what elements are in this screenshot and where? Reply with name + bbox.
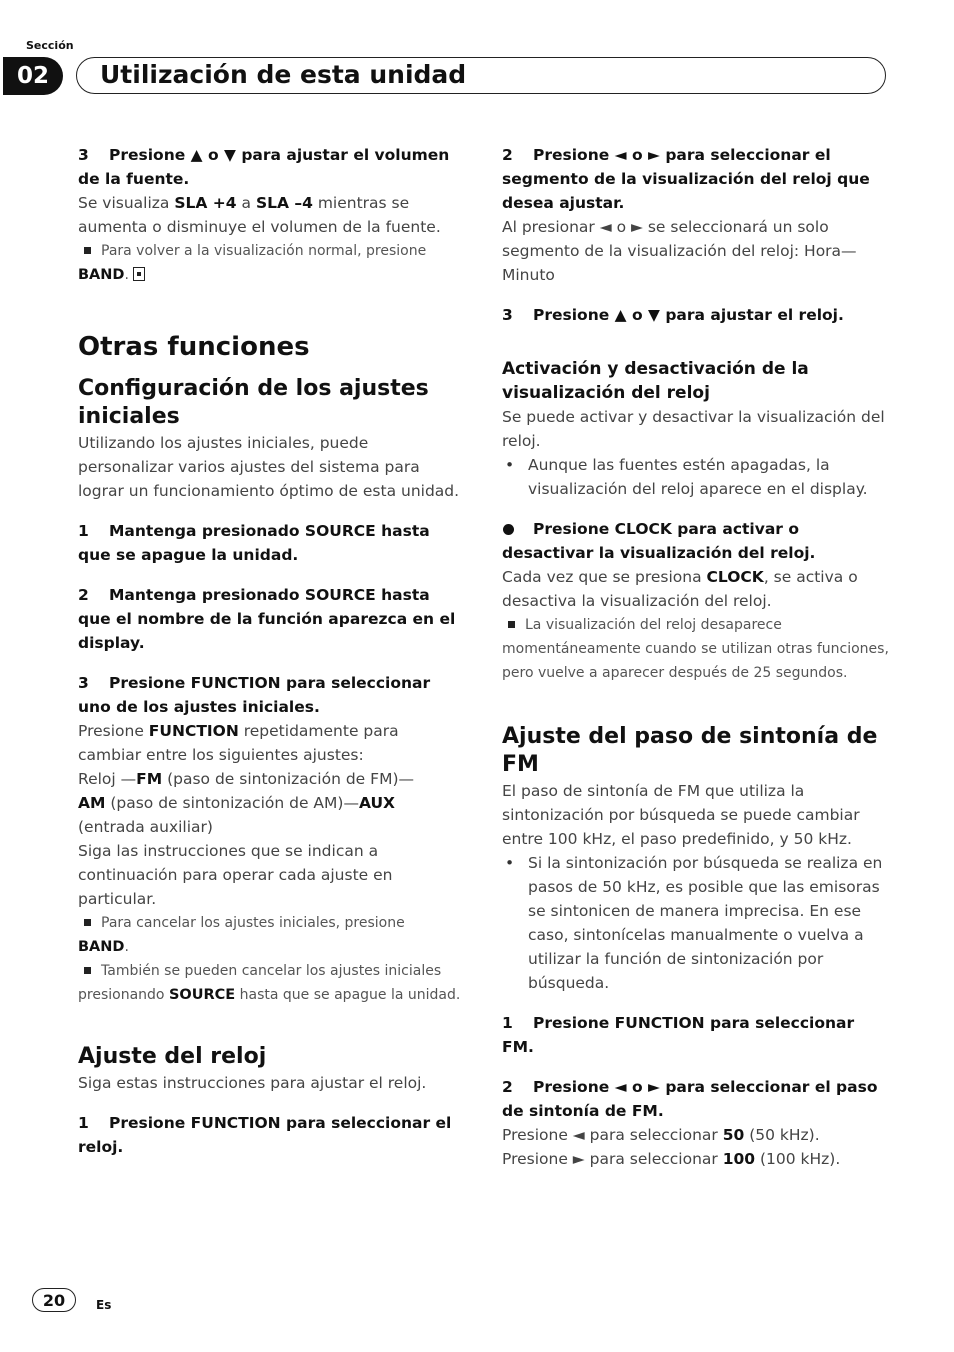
step-dot-icon <box>503 524 514 535</box>
note-square-icon <box>508 621 515 628</box>
clock-toggle-step: Presione CLOCK para activar o desactivar la visualización del reloj. <box>502 520 816 562</box>
end-of-section-icon <box>133 267 145 281</box>
section-label: Sección <box>26 39 74 52</box>
clock-toggle-body: Cada vez que se presiona CLOCK, se activa o desactiva la visualización del reloj. <box>502 568 858 610</box>
fm-step-2-body: Presione ◄ para seleccionar 50 (50 kHz). Presione ► para seleccionar 100 (100 kHz). <box>502 1126 841 1168</box>
initial-settings-body: Utilizando los ajustes iniciales, puede personalizar varios ajustes del sistema para lograr un funcionamiento óptimo de esta unidad. <box>78 434 460 500</box>
volume-body: Se visualiza SLA +4 a SLA –4 mientras se aumenta o disminuye el volumen de la fuente. <box>78 194 441 236</box>
page-number: 20 <box>32 1288 76 1312</box>
volume-note: Para volver a la visualización normal, presione BAND. <box>78 243 427 283</box>
fm-step-bullet: • Si la sintonización por búsqueda se realiza en pasos de 50 kHz, es posible que las emisoras se sintonicen de manera imprecisa. En ese caso, sintonícelas manualmente o vuelva a utilizar la función de sintonización por búsqueda. <box>502 851 890 995</box>
clock-display-heading: Activación y desactivación de la visualización del reloj <box>502 359 809 403</box>
clock-display-body: Se puede activar y desactivar la visualización del reloj. <box>502 408 885 450</box>
clock-step-2: 2 Presione ◄ o ► para seleccionar el segmento de la visualización del reloj que desea ajustar. <box>502 146 870 212</box>
clock-step-2-body: Al presionar ◄ o ► se seleccionará un solo segmento de la visualización del reloj: Hora—Minuto <box>502 218 857 284</box>
initial-step-2: 2 Mantenga presionado SOURCE hasta que el nombre de la función aparezca en el display. <box>78 586 456 652</box>
volume-step: 3 Presione ▲ o ▼ para ajustar el volumen de la fuente. <box>78 146 450 188</box>
initial-step-3-body: Presione FUNCTION repetidamente para cambiar entre los siguientes ajustes: Reloj —FM (paso de sintonización de FM)— AM (paso de sintonización de AM)—AUX (entrada auxiliar) Siga las instrucciones que se indican a continuación para operar cada ajuste en particular. <box>78 722 414 908</box>
right-column <box>502 143 890 1171</box>
initial-settings-heading: Configuración de los ajustes iniciales <box>78 376 429 429</box>
clock-step-3: 3 Presione ▲ o ▼ para ajustar el reloj. <box>502 306 844 324</box>
left-column <box>78 143 466 1159</box>
initial-step-1: 1 Mantenga presionado SOURCE hasta que se apague la unidad. <box>78 522 430 564</box>
clock-step-1: 1 Presione FUNCTION para seleccionar el reloj. <box>78 1114 452 1156</box>
initial-step-3: 3 Presione FUNCTION para seleccionar uno de los ajustes iniciales. <box>78 674 431 716</box>
note-square-icon <box>84 919 91 926</box>
note-square-icon <box>84 247 91 254</box>
cancel-note: Para cancelar los ajustes iniciales, presione BAND. <box>78 915 405 955</box>
clock-toggle-note: La visualización del reloj desaparece momentáneamente cuando se utilizan otras funciones, pero vuelve a aparecer después de 25 segundos. <box>502 617 889 681</box>
fm-step-body: El paso de sintonía de FM que utiliza la sintonización por búsqueda se puede cambiar entre 100 kHz, el paso predefinido, y 50 kHz. <box>502 782 860 848</box>
other-functions-heading: Otras funciones <box>78 332 310 362</box>
section-number-badge: 02 <box>3 57 63 95</box>
clock-body: Siga estas instrucciones para ajustar el reloj. <box>78 1074 427 1092</box>
fm-step-2: 2 Presione ◄ o ► para seleccionar el paso de sintonía de FM. <box>502 1078 878 1120</box>
note-square-icon <box>84 967 91 974</box>
clock-display-bullet: • Aunque las fuentes estén apagadas, la visualización del reloj aparece en el display. <box>502 453 890 501</box>
fm-step-1: 1 Presione FUNCTION para seleccionar FM. <box>502 1014 855 1056</box>
clock-heading: Ajuste del reloj <box>78 1044 267 1069</box>
section-title: Utilización de esta unidad <box>100 60 467 89</box>
fm-step-heading: Ajuste del paso de sintonía de FM <box>502 724 878 777</box>
cancel-source-note: También se pueden cancelar los ajustes iniciales presionando SOURCE hasta que se apague la unidad. <box>78 963 461 1003</box>
language-code: Es <box>96 1298 112 1312</box>
